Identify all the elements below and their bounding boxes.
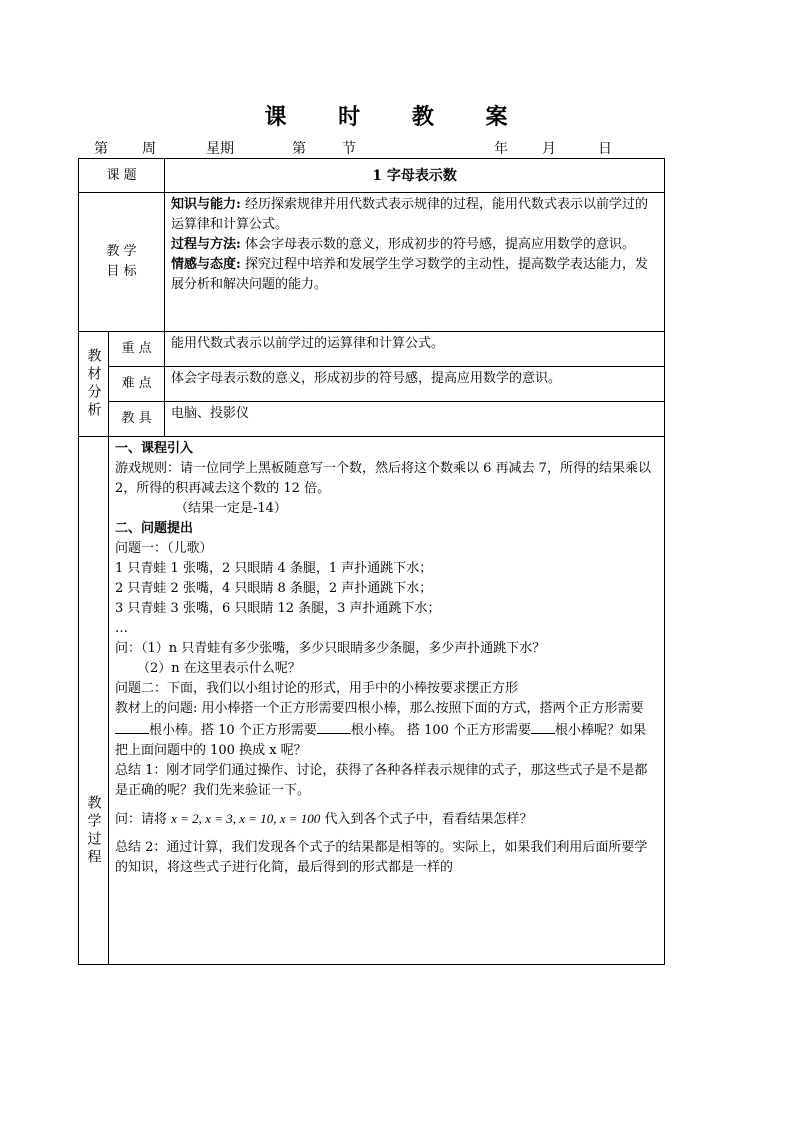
analysis-row-tools xyxy=(79,402,665,437)
goals-label-line2: 目 标 xyxy=(106,264,137,279)
tools-label: 教 具 xyxy=(109,402,165,437)
text-fragment: 教材上的问题: 用小棒搭一个正方形需要四根小棒，那么按照下面的方式，搭两个正方形需要 xyxy=(115,701,644,716)
key-point-label: 重 点 xyxy=(109,332,165,367)
text-fragment: 问：请将 xyxy=(115,812,172,827)
text-fragment: 根小棒呢？如果把上面问题中的 100 换成 x 呢？ xyxy=(115,723,647,758)
question-two: 问题二：下面，我们以小组讨论的形式，用手中的小棒按要求摆正方形 xyxy=(115,681,519,696)
blank-line xyxy=(317,719,351,734)
key-point-value: 能用代数式表示以前学过的运算律和计算公式。 xyxy=(165,332,665,367)
game-rules: 游戏规则：请一位同学上黑板随意写一个数，然后将这个数乘以 6 再减去 7，所得的结果乘以 2，所得的积再减去这个数的 12 倍。 xyxy=(115,461,656,496)
analysis-label xyxy=(79,332,109,437)
rhyme-line: 1 只青蛙 1 张嘴，2 只眼睛 4 条腿，1 声扑通跳下水； xyxy=(115,561,433,576)
ask-substitute xyxy=(115,809,658,830)
goal-emotion xyxy=(171,255,658,295)
process-row xyxy=(79,437,665,965)
section-prefix: 第 xyxy=(292,141,306,157)
textbook-question xyxy=(115,699,658,761)
section-heading: 一、课程引入 xyxy=(115,441,194,456)
goals-label xyxy=(79,193,165,332)
analysis-row-difficult xyxy=(79,367,665,402)
goal-knowledge xyxy=(171,195,658,235)
text-fragment: 代入到各个式子中，看看结果怎样？ xyxy=(320,812,533,827)
blank-line xyxy=(115,719,149,734)
goals-content xyxy=(165,193,665,332)
goal-text: 探究过程中培养和发展学生学习数学的主动性，提高数学表达能力，发展分析和解决问题的能力。 xyxy=(171,257,648,292)
text-fragment: 根小棒。 搭 100 个正方形需要 xyxy=(350,723,532,738)
year-label: 年 xyxy=(494,141,508,157)
goals-label-line1: 教 学 xyxy=(106,244,137,259)
weekday-label: 星期 xyxy=(206,141,234,157)
goal-text: 体会字母表示数的意义，形成初步的符号感，提高应用数学的意识。 xyxy=(240,237,635,252)
summary-two: 总结 2：通过计算，我们发现各个式子的结果都是相等的。实际上，如果我们利用后面所要学的知识，将这些式子进行化简，最后得到的形式都是一样的 xyxy=(115,840,648,875)
game-result: （结果一定是-14） xyxy=(175,501,287,516)
goal-process xyxy=(171,235,658,255)
process-label xyxy=(79,437,109,965)
topic-label: 课 题 xyxy=(79,159,165,193)
section-heading: 二、问题提出 xyxy=(115,521,194,536)
lesson-plan-table xyxy=(78,158,665,965)
process-content xyxy=(109,437,665,965)
difficult-point-label: 难 点 xyxy=(109,367,165,402)
question-one: 问题一：（儿歌） xyxy=(115,541,213,556)
analysis-label-text: 教材分析 xyxy=(85,348,102,420)
page-title: 课 时 教 案 xyxy=(264,104,530,130)
goal-head: 知识与能力: xyxy=(171,197,241,212)
rhyme-ellipsis: … xyxy=(115,621,128,636)
topic-row xyxy=(79,159,665,193)
goal-head: 情感与态度: xyxy=(171,257,241,272)
section-suffix: 节 xyxy=(342,141,356,157)
week-prefix: 第 xyxy=(94,141,108,157)
month-label: 月 xyxy=(542,141,556,157)
rhyme-line: 3 只青蛙 3 张嘴，6 只眼睛 12 条腿，3 声扑通跳下水； xyxy=(115,601,441,616)
blank-line xyxy=(531,719,555,734)
summary-one: 总结 1：刚才同学们通过操作、讨论，获得了各种各样表示规律的式子，那这些式子是不是都是正确的呢？我们先来验证一下。 xyxy=(115,763,648,798)
difficult-point-value: 体会字母表示数的意义，形成初步的符号感，提高应用数学的意识。 xyxy=(165,367,665,402)
math-expression: x = 2, x = 3, x = 10, x = 100 xyxy=(171,811,321,826)
date-line xyxy=(78,138,664,158)
topic-value: 1 字母表示数 xyxy=(165,159,665,193)
ask-line: （2）n 在这里表示什么呢？ xyxy=(137,661,301,676)
process-label-text: 教学过程 xyxy=(85,794,102,867)
rhyme-line: 2 只青蛙 2 张嘴，4 只眼睛 8 条腿，2 声扑通跳下水； xyxy=(115,581,433,596)
week-suffix: 周 xyxy=(142,141,156,157)
tools-value: 电脑、投影仪 xyxy=(165,402,665,437)
goal-text: 经历探索规律并用代数式表示规律的过程，能用代数式表示以前学过的运算律和计算公式。 xyxy=(171,197,648,232)
ask-line: 问：（1）n 只青蛙有多少张嘴，多少只眼睛多少条腿，多少声扑通跳下水？ xyxy=(115,641,546,656)
day-label: 日 xyxy=(598,141,612,157)
analysis-row-key xyxy=(79,332,665,367)
goal-head: 过程与方法: xyxy=(171,237,241,252)
goals-row xyxy=(79,193,665,332)
text-fragment: 根小棒。搭 10 个正方形需要 xyxy=(149,723,317,738)
